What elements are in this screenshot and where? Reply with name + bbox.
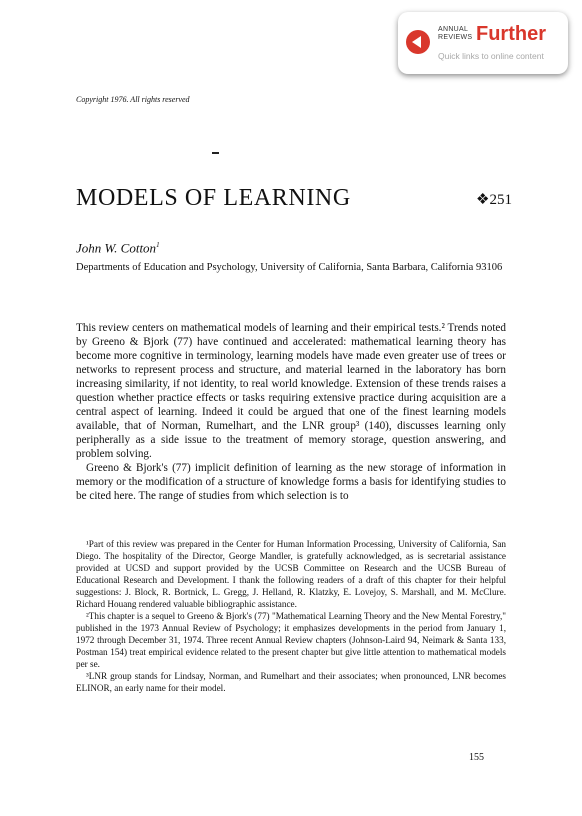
body-text [76, 321, 506, 503]
copyright-notice: Copyright 1976. All rights reserved [76, 95, 190, 104]
author-line [76, 237, 160, 256]
body-paragraph-2: Greeno & Bjork's (77) implicit definition of learning as the new storage of information in memory or the modification of a structure of knowledge forms a basis for identifying studies to be cited here. The range of studies from which selection is to [76, 462, 506, 502]
author-affiliation: Departments of Education and Psychology, University of California, Santa Barbara, California 93106 [76, 262, 503, 273]
chapter-number: ❖251 [476, 192, 512, 208]
footnote-1: ¹Part of this review was prepared in the Center for Human Information Processing, University of California, San Diego. The hospitality of the Director, George Mandler, is gratefully acknowledged, as is secretarial assistance provided at UCSD and support provided by the UCSB Committee on Research and the UCSB Bureau of Educational Research and Development. I thank the following readers of a draft of this chapter for their helpful suggestions: J. Block, R. Bortnick, L. Gregg, J. Helland, R. Klatzky, E. Lovejoy, S. Marshall, and M. McClure. Richard Houang rendered valuable bibliographic assistance. [76, 539, 506, 609]
further-subtitle: Quick links to online content [438, 51, 544, 61]
article-title: MODELS OF LEARNING [76, 185, 351, 211]
footnote-3: ³LNR group stands for Lindsay, Norman, and Rumelhart and their associates; when pronounced, LNR becomes ELINOR, an early name for their model. [76, 671, 506, 693]
arrow-left-icon[interactable] [406, 30, 430, 54]
footnotes [76, 538, 506, 694]
page-number: 155 [469, 752, 484, 763]
further-label: Further [476, 23, 546, 45]
arrow-glyph [412, 36, 421, 48]
annual-reviews-label: ANNUAL REVIEWS [438, 26, 473, 41]
annual-reviews-further-badge[interactable] [398, 12, 568, 74]
footnote-2: ²This chapter is a sequel to Greeno & Bjork's (77) "Mathematical Learning Theory and the New Mental Forestry," published in the 1973 Annual Review of Psychology; it emphasizes developments in the period from January 1, 1972 through December 31, 1974. Three recent Annual Review chapters (Johnson-Laird 94, Neimark & Santa 133, Postman 154) treat empirical evidence related to the present chapter but give little attention to mathematical models per se. [76, 611, 506, 669]
scan-mark [212, 152, 219, 154]
body-paragraph-1: This review centers on mathematical models of learning and their empirical tests.² Trends noted by Greeno & Bjork (77) have continued and accelerated: mathematical learning theory has become more cognitive in terminology, learning models have made even greater use of trees or networks to represent process and structure, and material learned in the laboratory has born increasing similarity, if not identity, to real world knowledge. Extension of these trends raises a question whether practice effects or tasks requiring extensive practice during acquisition are a central aspect of learning. Indeed it could be argued that one of the finest learning models available, that of Norman, Rumelhart, and the LNR group³ (140), discusses learning only peripherally as a side issue to the treatment of memory storage, question answering, and problem solving. [76, 322, 506, 460]
author-name: John W. Cotton [76, 240, 157, 256]
author-footnote-mark: 1 [156, 241, 160, 249]
